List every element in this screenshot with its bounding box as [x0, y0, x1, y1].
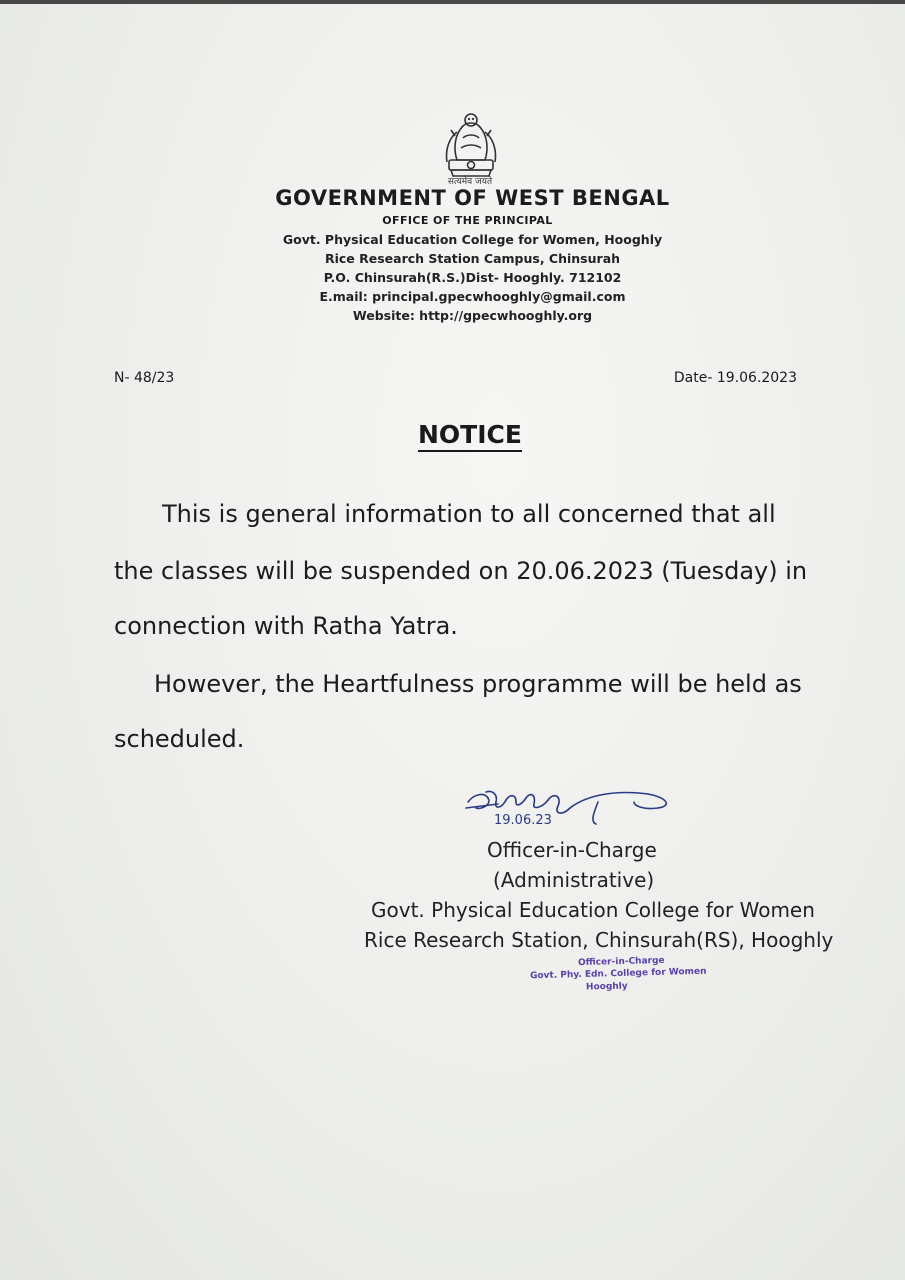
- college-name: Govt. Physical Education College for Women, Hooghly: [282, 232, 663, 247]
- signatory-role: (Administrative): [493, 868, 655, 892]
- campus-address: Rice Research Station Campus, Chinsurah: [324, 251, 621, 266]
- notice-date: Date- 19.06.2023: [673, 370, 797, 386]
- notice-line-3: connection with Ratha Yatra.: [114, 612, 458, 640]
- page-edge: [0, 0, 905, 4]
- handwritten-signature: [458, 780, 678, 830]
- email-address: E.mail: principal.gpecwhooghly@gmail.com: [319, 289, 626, 304]
- postal-address: P.O. Chinsurah(R.S.)Dist- Hooghly. 712102: [323, 270, 622, 285]
- stamp-line-3: Hooghly: [585, 981, 628, 993]
- notice-line-4: However, the Heartfulness programme will be held as: [154, 670, 802, 698]
- signatory-location: Rice Research Station, Chinsurah(RS), Hooghly: [364, 928, 834, 952]
- notice-line-1: This is general information to all concerned that all: [162, 500, 776, 528]
- signed-date: 19.06.23: [494, 813, 552, 828]
- office-heading: OFFICE OF THE PRINCIPAL: [382, 214, 553, 227]
- stamp-line-2: Govt. Phy. Edn. College for Women: [529, 966, 707, 982]
- notice-title: NOTICE: [418, 420, 522, 452]
- stamp-line-1: Officer-in-Charge: [577, 955, 665, 969]
- motto-text: सत्यमेव जयते: [447, 177, 493, 187]
- notice-line-2: the classes will be suspended on 20.06.2023 (Tuesday) in: [114, 557, 808, 585]
- signatory-designation: Officer-in-Charge: [487, 838, 657, 862]
- reference-number: N- 48/23: [114, 370, 175, 386]
- notice-line-5: scheduled.: [114, 725, 245, 753]
- signatory-college: Govt. Physical Education College for Women: [371, 898, 815, 922]
- website-address: Website: http://gpecwhooghly.org: [352, 308, 593, 323]
- government-title: GOVERNMENT OF WEST BENGAL: [275, 186, 670, 210]
